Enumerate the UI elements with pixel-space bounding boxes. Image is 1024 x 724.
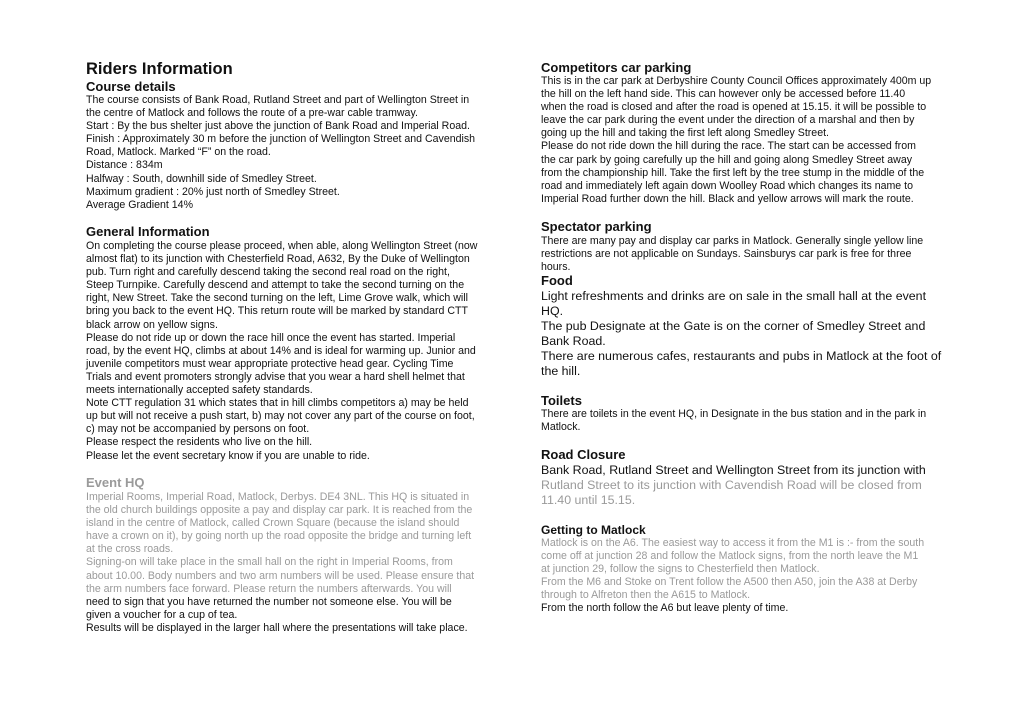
text-line: HQ. [541, 304, 564, 318]
text-line: have a crown on it), by going north up the road opposite the bridge and turning left [86, 530, 472, 543]
text-line: Note CTT regulation 31 which states that in hill climbs competitors a) may be held [86, 397, 469, 410]
text-line: Imperial Rooms, Imperial Road, Matlock, Derbys. DE4 3NL. This HQ is situated in [86, 491, 470, 503]
text-line: c) may not be accompanied by persons on foot. [86, 423, 310, 436]
text-line: 11.40 until 15.15. [541, 493, 636, 507]
text-line: Rutland Street to its junction with Cavendish Road will be closed from [541, 478, 922, 492]
text-line: almost flat) to its junction with Chesterfield Road, A632, By the Duke of Wellington [86, 253, 470, 266]
text-line: road, by the event HQ, climbs at about 14% and is ideal for warming up. Junior and [86, 344, 476, 357]
text-line: going up the hill and taking the first left along Smedley Street. [541, 127, 829, 140]
riders-information-title: Riders Information [86, 60, 233, 78]
text-line: The pub Designate at the Gate is on the corner of Smedley Street and [541, 319, 926, 333]
text-line: Trials and event promoters strongly advise that you wear a hard shell helmet that [86, 370, 465, 383]
text-line: Bank Road, Rutland Street and Wellington Street from its junction with [541, 463, 926, 477]
text-line: meets internationally accepted safety standards. [86, 384, 313, 397]
text-line: This is in the car park at Derbyshire County Council Offices approximately 400m up [541, 75, 932, 87]
text-line: juvenile competitors must wear appropriate protective head gear. Cycling Time [86, 357, 454, 370]
text-line: Matlock is on the A6. The easiest way to access it from the M1 is :- from the south [541, 537, 925, 549]
course-details-text [86, 94, 498, 212]
text-line: at junction 29, follow the signs to Chesterfield then Matlock. [541, 563, 820, 576]
text-line: about 10.00. Body numbers and two arm numbers will be used. Please ensure that [86, 569, 475, 582]
text-line: the hill. [541, 364, 581, 378]
text-line: leave the car park during the event under the direction of a marshal and then by [541, 114, 915, 127]
text-line: Please let the event secretary know if you are unable to ride. [86, 449, 370, 462]
text-line: the hill on the left hand side. This can however only be accessed before 11.40 [541, 88, 906, 101]
spectator-parking-text [541, 235, 951, 274]
text-line: Please respect the residents who live on the hill. [86, 436, 313, 449]
text-line: pub. Turn right and carefully descend taking the second real road on the right, [86, 266, 450, 279]
food-text [541, 289, 951, 379]
text-line: Steep Turnpike. Carefully descend and attempt to take the second turning on the [86, 279, 465, 292]
text-line: From the M6 and Stoke on Trent follow the A500 then A50, join the A38 at Derby [541, 576, 918, 589]
text-line: the centre of Matlock and follows the route of a pre-war cable tramway. [86, 107, 418, 120]
road-closure-heading: Road Closure [541, 447, 626, 462]
text-line: hours. [541, 261, 571, 274]
text-line: Distance : 834m [86, 159, 163, 172]
text-line: need to sign that you have returned the number not someone else. You will be [86, 595, 452, 608]
text-line: given a voucher for a cup of tea. [86, 608, 238, 621]
text-line: the arm numbers face forward. Please return the numbers afterwards. You will [86, 582, 452, 595]
getting-to-matlock-text [541, 537, 951, 616]
text-line: at the cross roads. [86, 543, 174, 556]
text-line: the old church buildings opposite a pay and display car park. It is reached from the [86, 504, 473, 517]
text-line: Average Gradient 14% [86, 198, 193, 211]
text-line: Imperial Road further down the hill. Black and yellow arrows will mark the route. [541, 192, 914, 205]
text-line: There are numerous cafes, restaurants and pubs in Matlock at the foot of [541, 349, 942, 363]
event-hq-heading: Event HQ [86, 475, 145, 490]
competitors-car-parking-text [541, 75, 951, 206]
text-line: Halfway : South, downhill side of Smedley Street. [86, 172, 317, 185]
general-information-text [86, 240, 498, 463]
text-line: There are toilets in the event HQ, in Designate in the bus station and in the park in [541, 408, 927, 420]
toilets-text [541, 408, 951, 434]
text-line: On completing the course please proceed, when able, along Wellington Street (now [86, 240, 478, 252]
text-line: when the road is closed and after the road is opened at 15.15. it will be possible to [541, 101, 927, 114]
text-line: road and immediately left again down Woolley Road which changes its name to [541, 179, 913, 192]
text-line: Please do not ride down the hill during the race. The start can be accessed from [541, 140, 916, 153]
text-line: Finish : Approximately 30 m before the junction of Wellington Street and Cavendish [86, 133, 476, 146]
text-line: The course consists of Bank Road, Rutland Street and part of Wellington Street in [86, 94, 470, 106]
text-line: Light refreshments and drinks are on sale in the small hall at the event [541, 289, 927, 303]
text-line: come off at junction 28 and follow the Matlock signs, from the north leave the M1 [541, 550, 919, 563]
spectator-parking-heading: Spectator parking [541, 219, 652, 234]
text-line: bring you back to the event HQ. This return route will be marked by standard CTT [86, 305, 468, 318]
text-line: Signing-on will take place in the small hall on the right in Imperial Rooms, from [86, 556, 453, 569]
text-line: Results will be displayed in the larger hall where the presentations will take place. [86, 621, 468, 634]
text-line: restrictions are not applicable on Sundays. Sainsburys car park is free for three [541, 248, 912, 261]
competitors-car-parking-heading: Competitors car parking [541, 60, 692, 75]
getting-to-matlock-heading: Getting to Matlock [541, 523, 646, 537]
text-line: From the north follow the A6 but leave plenty of time. [541, 602, 789, 615]
text-line: right, New Street. Take the second turning on the left, Lime Grove walk, which will [86, 292, 468, 305]
event-hq-text [86, 491, 498, 635]
toilets-heading: Toilets [541, 393, 582, 408]
text-line: Matlock. [541, 421, 581, 434]
text-line: up but will not receive a push start, b) may not cover any part of the course on foot, [86, 410, 475, 423]
course-details-heading: Course details [86, 79, 176, 94]
text-line: through to Alfreton then the A615 to Matlock. [541, 589, 751, 602]
text-line: the car park by going carefully up the hill and going along Smedley Street away [541, 153, 913, 166]
road-closure-text [541, 463, 951, 508]
text-line: There are many pay and display car parks in Matlock. Generally single yellow line [541, 235, 924, 247]
general-information-heading: General Information [86, 224, 210, 239]
text-line: Bank Road. [541, 334, 606, 348]
text-line: Start : By the bus shelter just above the junction of Bank Road and Imperial Road. [86, 120, 470, 133]
food-heading: Food [541, 273, 573, 288]
text-line: from the championship hill. Take the first left by the tree stump in the middle of the [541, 166, 925, 179]
text-line: island in the centre of Matlock, called Crown Square (because the island should [86, 517, 460, 530]
text-line: Maximum gradient : 20% just north of Smedley Street. [86, 185, 340, 198]
text-line: black arrow on yellow signs. [86, 318, 218, 331]
text-line: Road, Matlock. Marked “F” on the road. [86, 146, 271, 159]
text-line: Please do not ride up or down the race hill once the event has started. Imperial [86, 331, 456, 344]
